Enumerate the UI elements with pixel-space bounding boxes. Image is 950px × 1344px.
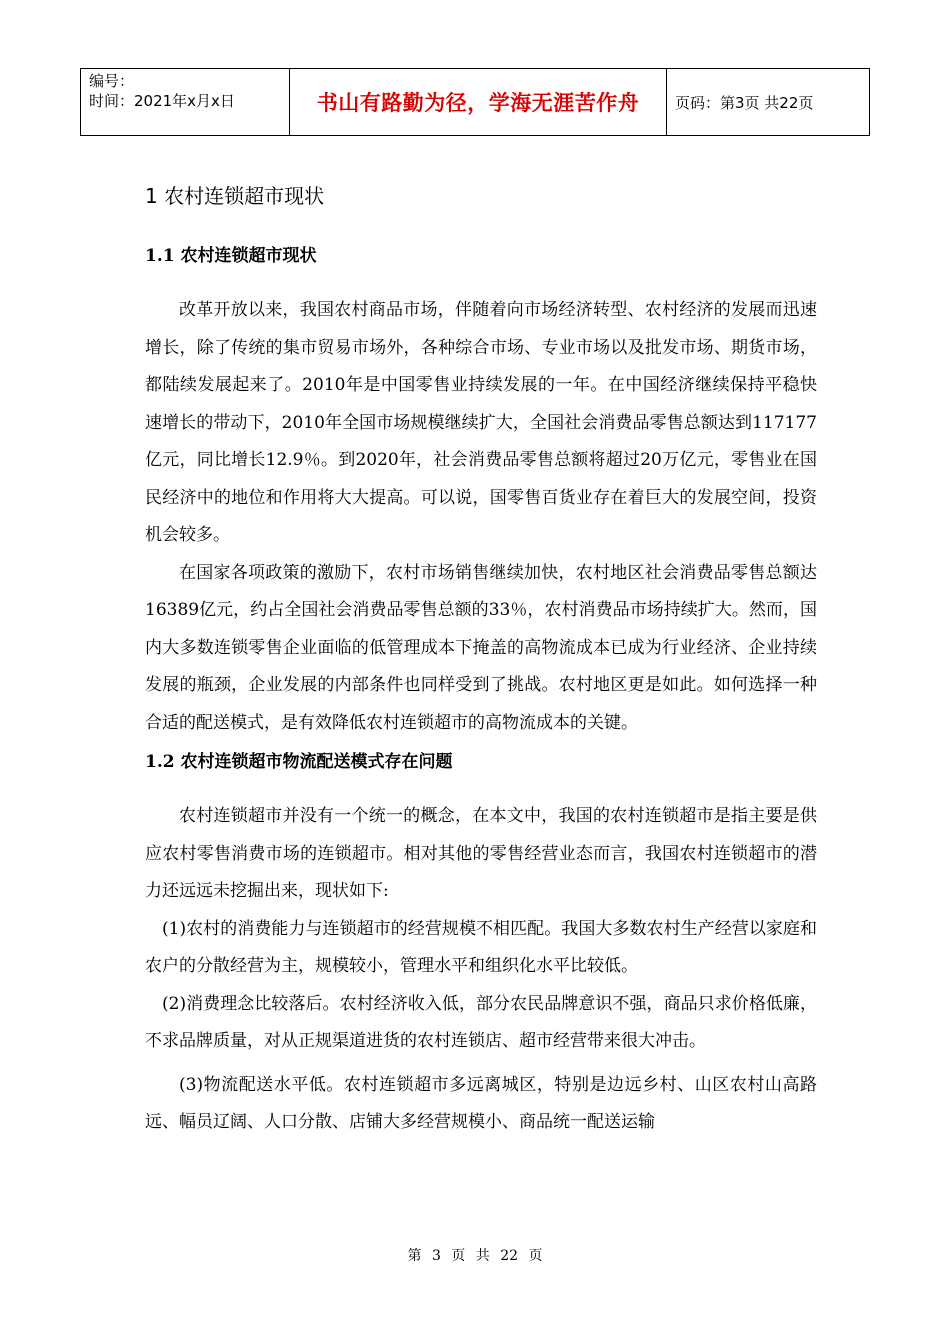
paragraph: 改革开放以来，我国农村商品市场，伴随着向市场经济转型、农村经济的发展而迅速增长，除了传统的集市贸易市场外，各种综合市场、专业市场以及批发市场、期货市场，都陆续发展起来了。2010年是中国零售业持续发展的一年。在中国经济继续保持平稳快速增长的带动下，2010年全国市场规模继续扩大，全国社会消费品零售总额达到117177亿元，同比增长12.9％。到2020年，社会消费品零售总额将超过20万亿元，零售业在国民经济中的地位和作用将大大提高。可以说，国零售百货业存在着巨大的发展空间，投资机会较多。 [145,300,817,545]
header-motto: 书山有路勤为径，学海无涯苦作舟 [290,69,667,136]
header-time-label: 时间：2021年x月x日 [89,92,235,110]
header-number-label: 编号： [89,72,135,90]
subsection-title-1-1: 1.1 农村连锁超市现状 [145,246,317,266]
paragraph: 农村连锁超市并没有一个统一的概念，在本文中，我国的农村连锁超市是指主要是供应农村零售消费市场的连锁超市。相对其他的零售经营业态而言，我国农村连锁超市的潜力还远远未挖掘出来，现状如下: [145,806,817,901]
section-title: 1 农村连锁超市现状 [145,184,325,208]
subsection-title-1-2: 1.2 农村连锁超市物流配送模式存在问题 [145,752,453,772]
header-meta [81,69,290,136]
page-footer: 第 3 页 共 22 页 [407,1248,543,1264]
document-header [80,68,870,136]
header-page-info: 页码：第3页 共22页 [667,69,870,136]
paragraph: 在国家各项政策的激励下，农村市场销售继续加快，农村地区社会消费品零售总额达16389亿元，约占全国社会消费品零售总额的33％，农村消费品市场持续扩大。然而，国内大多数连锁零售企业面临的低管理成本下掩盖的高物流成本已成为行业经济、企业持续发展的瓶颈，企业发展的内部条件也同样受到了挑战。农村地区更是如此。如何选择一种合适的配送模式，是有效降低农村连锁超市的高物流成本的关键。 [145,562,817,733]
list-item: (3)物流配送水平低。农村连锁超市多远离城区，特别是边远乡村、山区农村山高路远、幅员辽阔、人口分散、店铺大多经营规模小、商品统一配送运输 [145,1074,817,1132]
list-item: (1)农村的消费能力与连锁超市的经营规模不相匹配。我国大多数农村生产经营以家庭和农户的分散经营为主，规模较小，管理水平和组织化水平比较低。 [145,918,817,976]
list-item: (2)消费理念比较落后。农村经济收入低，部分农民品牌意识不强，商品只求价格低廉，不求品牌质量，对从正规渠道进货的农村连锁店、超市经营带来很大冲击。 [145,993,817,1051]
document-body [145,178,817,1142]
